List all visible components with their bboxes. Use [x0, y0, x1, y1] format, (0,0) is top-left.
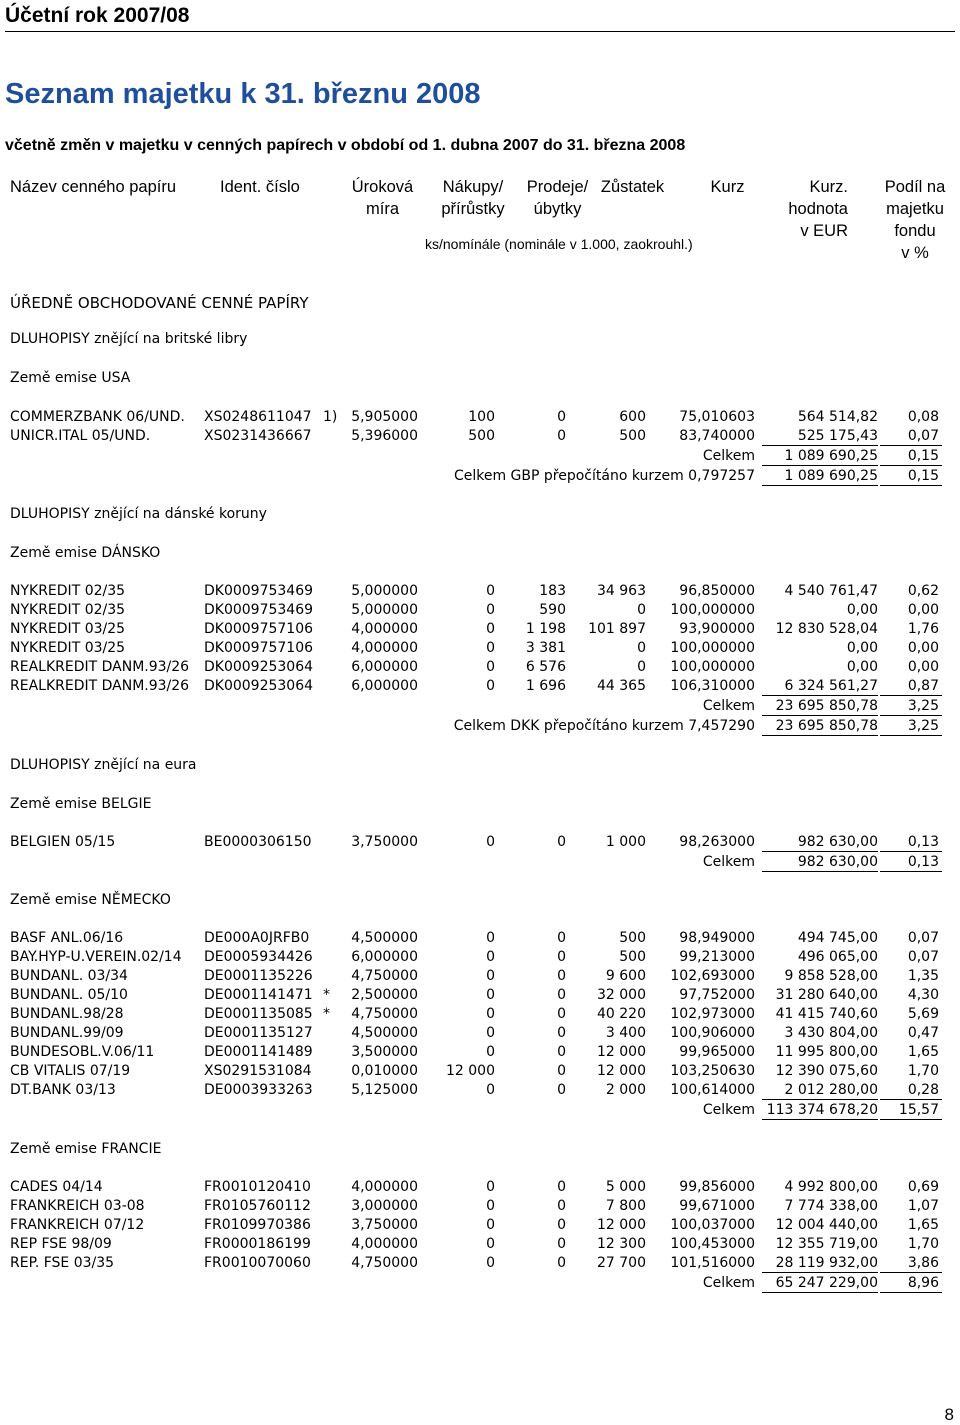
- cell-purchases: 0: [486, 602, 495, 618]
- cell-ident: DK0009253064: [204, 659, 314, 675]
- cell-share: 4,30: [907, 987, 939, 1003]
- cell-rate: 0,010000: [351, 1063, 418, 1079]
- cell-sales: 0: [557, 1217, 566, 1233]
- cell-price: 75,010603: [679, 409, 755, 425]
- cell-purchases: 0: [486, 1082, 495, 1098]
- cell-ident: DK0009753469: [204, 583, 314, 599]
- cell-ident: DE0003933263: [204, 1082, 313, 1098]
- cell-share: 1,70: [907, 1236, 939, 1252]
- cell-price: 97,752000: [679, 987, 755, 1003]
- cell-share: 0,07: [880, 427, 942, 446]
- cell-share: 1,35: [907, 968, 939, 984]
- cell-share: 0,28: [880, 1081, 942, 1100]
- cell-balance: 2 000: [605, 1082, 646, 1098]
- total-value: 1 089 690,25: [762, 467, 878, 486]
- cell-share: 0,00: [907, 602, 939, 618]
- total-label: Celkem: [702, 1102, 755, 1118]
- cell-price: 83,740000: [679, 428, 755, 444]
- page-subtitle: včetně změn v majetku v cenných papírech v období od 1. dubna 2007 do 31. března 2008: [5, 137, 686, 154]
- cell-purchases: 0: [486, 621, 495, 637]
- cell-price: 99,965000: [679, 1044, 755, 1060]
- cell-price: 99,671000: [679, 1198, 755, 1214]
- cell-rate: 4,750000: [351, 1006, 418, 1022]
- cell-rate: 3,750000: [351, 1217, 418, 1233]
- total-value: 982 630,00: [762, 853, 878, 872]
- cell-name: BAY.HYP-U.VEREIN.02/14: [10, 949, 182, 965]
- cell-price: 102,973000: [670, 1006, 755, 1022]
- cell-sales: 0: [557, 1179, 566, 1195]
- cell-price: 96,850000: [679, 583, 755, 599]
- cell-share: 0,08: [907, 409, 939, 425]
- total-share: 0,15: [880, 447, 942, 466]
- units-note: ks/nomínále (nominále v 1.000, zaokrouhl.): [425, 236, 693, 252]
- cell-balance: 1 000: [605, 834, 646, 850]
- total-label: Celkem: [702, 448, 755, 464]
- total-share: 0,15: [880, 467, 942, 486]
- cell-balance: 5 000: [605, 1179, 646, 1195]
- total-value: 113 374 678,20: [762, 1101, 878, 1120]
- cell-share: 0,00: [907, 659, 939, 675]
- cell-sales: 0: [557, 834, 566, 850]
- cell-sales: 0: [557, 1255, 566, 1271]
- cell-sales: 0: [557, 1236, 566, 1252]
- cell-purchases: 0: [486, 930, 495, 946]
- total-label: Celkem: [702, 854, 755, 870]
- cell-price: 99,213000: [679, 949, 755, 965]
- cell-ident: DK0009757106: [204, 621, 314, 637]
- cell-share: 1,76: [907, 621, 939, 637]
- cell-rate: 2,500000: [351, 987, 418, 1003]
- cell-value: 31 280 640,00: [775, 987, 878, 1003]
- cell-purchases: 0: [486, 678, 495, 694]
- col-header-value: Kurz. hodnota v EUR: [788, 178, 848, 240]
- col-header-name: Název cenného papíru: [10, 178, 177, 196]
- cell-ident: XS0291531084: [204, 1063, 312, 1079]
- cell-price: 98,949000: [679, 930, 755, 946]
- cell-balance: 500: [619, 949, 646, 965]
- cell-purchases: 0: [486, 834, 495, 850]
- cell-purchases: 500: [468, 428, 495, 444]
- cell-rate: 5,000000: [351, 602, 418, 618]
- cell-value: 28 119 932,00: [762, 1254, 878, 1273]
- cell-balance: 0: [637, 602, 646, 618]
- cell-rate: 5,125000: [351, 1082, 418, 1098]
- cell-rate: 4,500000: [351, 930, 418, 946]
- total-label: Celkem GBP přepočítáno kurzem 0,797257: [453, 468, 755, 484]
- cell-purchases: 0: [486, 583, 495, 599]
- cell-share: 0,62: [907, 583, 939, 599]
- cell-name: BUNDANL. 03/34: [10, 968, 128, 984]
- total-share: 0,13: [880, 853, 942, 872]
- cell-price: 103,250630: [670, 1063, 755, 1079]
- col-header-price: Kurz: [710, 178, 745, 196]
- cell-price: 100,000000: [670, 659, 755, 675]
- cell-share: 0,00: [907, 640, 939, 656]
- cell-ident: DK0009757106: [204, 640, 314, 656]
- cell-rate: 6,000000: [351, 678, 418, 694]
- cell-purchases: 0: [486, 1198, 495, 1214]
- total-share: 3,25: [880, 717, 942, 736]
- cell-purchases: 100: [468, 409, 495, 425]
- cell-sales: 0: [557, 1063, 566, 1079]
- cell-value: 0,00: [846, 659, 878, 675]
- cell-value: 7 774 338,00: [784, 1198, 878, 1214]
- cell-balance: 32 000: [597, 987, 646, 1003]
- page-number: 8: [944, 1405, 954, 1424]
- total-share: 3,25: [880, 697, 942, 716]
- section-heading: DLUHOPISY znějící na britské libry: [10, 331, 248, 347]
- cell-ident: FR0000186199: [204, 1236, 311, 1252]
- cell-purchases: 0: [486, 640, 495, 656]
- cell-ident: DK0009753469: [204, 602, 314, 618]
- cell-balance: 44 365: [597, 678, 646, 694]
- col-header-ident: Ident. číslo: [220, 178, 300, 196]
- cell-balance: 500: [619, 930, 646, 946]
- cell-rate: 4,500000: [351, 1025, 418, 1041]
- cell-value: 12 830 528,04: [775, 621, 878, 637]
- cell-purchases: 0: [486, 659, 495, 675]
- cell-balance: 500: [619, 428, 646, 444]
- total-label: Celkem: [702, 1275, 755, 1291]
- cell-sales: 6 576: [525, 659, 566, 675]
- cell-share: 0,87: [880, 677, 942, 696]
- cell-price: 100,906000: [670, 1025, 755, 1041]
- cell-ident: FR0105760112: [204, 1198, 311, 1214]
- cell-purchases: 0: [486, 1217, 495, 1233]
- cell-purchases: 0: [486, 968, 495, 984]
- cell-name: NYKREDIT 03/25: [10, 640, 126, 656]
- cell-name: DT.BANK 03/13: [10, 1082, 116, 1098]
- cell-name: REALKREDIT DANM.93/26: [10, 678, 190, 694]
- cell-value: 12 355 719,00: [775, 1236, 878, 1252]
- cell-value: 496 065,00: [797, 949, 878, 965]
- cell-ident: DE0001135226: [204, 968, 313, 984]
- cell-balance: 101 897: [588, 621, 646, 637]
- cell-purchases: 12 000: [446, 1063, 495, 1079]
- total-value: 1 089 690,25: [762, 447, 878, 466]
- cell-balance: 0: [637, 659, 646, 675]
- cell-value: 41 415 740,60: [775, 1006, 878, 1022]
- cell-share: 3,86: [880, 1254, 942, 1273]
- cell-price: 102,693000: [670, 968, 755, 984]
- cell-name: FRANKREICH 03-08: [10, 1198, 145, 1214]
- cell-balance: 12 000: [597, 1044, 646, 1060]
- cell-rate: 6,000000: [351, 949, 418, 965]
- cell-name: FRANKREICH 07/12: [10, 1217, 145, 1233]
- cell-value: 3 430 804,00: [784, 1025, 878, 1041]
- cell-balance: 34 963: [597, 583, 646, 599]
- section-heading: Země emise BELGIE: [10, 796, 152, 812]
- cell-value: 11 995 800,00: [775, 1044, 878, 1060]
- cell-rate: 3,750000: [351, 834, 418, 850]
- cell-rate: 3,000000: [351, 1198, 418, 1214]
- cell-name: CB VITALIS 07/19: [10, 1063, 131, 1079]
- cell-price: 98,263000: [679, 834, 755, 850]
- section-heading: DLUHOPISY znějící na dánské koruny: [10, 506, 267, 522]
- section-heading: Země emise FRANCIE: [10, 1141, 162, 1157]
- cell-share: 5,69: [907, 1006, 939, 1022]
- col-header-share: Podíl na majetku fondu v %: [884, 178, 946, 262]
- cell-name: CADES 04/14: [10, 1179, 103, 1195]
- cell-sales: 183: [539, 583, 566, 599]
- cell-value: 2 012 280,00: [762, 1081, 878, 1100]
- cell-sales: 0: [557, 1044, 566, 1060]
- cell-purchases: 0: [486, 949, 495, 965]
- cell-ident: DE0001135085: [204, 1006, 313, 1022]
- total-label: Celkem: [702, 698, 755, 714]
- cell-rate: 5,396000: [351, 428, 418, 444]
- section-heading: Země emise USA: [10, 370, 131, 386]
- cell-purchases: 0: [486, 1025, 495, 1041]
- cell-sales: 0: [557, 968, 566, 984]
- cell-ident: DE000A0JRFB0: [204, 930, 310, 946]
- cell-flag: 1): [323, 409, 338, 425]
- cell-name: BUNDANL.99/09: [10, 1025, 124, 1041]
- cell-price: 93,900000: [679, 621, 755, 637]
- total-value: 23 695 850,78: [762, 717, 878, 736]
- cell-name: NYKREDIT 03/25: [10, 621, 126, 637]
- cell-balance: 0: [637, 640, 646, 656]
- cell-share: 0,07: [907, 930, 939, 946]
- cell-price: 100,000000: [670, 640, 755, 656]
- cell-ident: FR0109970386: [204, 1217, 311, 1233]
- cell-purchases: 0: [486, 1236, 495, 1252]
- cell-value: 9 858 528,00: [784, 968, 878, 984]
- page-title: Seznam majetku k 31. březnu 2008: [5, 78, 481, 110]
- cell-rate: 4,750000: [351, 968, 418, 984]
- cell-price: 99,856000: [679, 1179, 755, 1195]
- cell-balance: 12 000: [597, 1217, 646, 1233]
- cell-name: UNICR.ITAL 05/UND.: [10, 428, 151, 444]
- cell-purchases: 0: [486, 1179, 495, 1195]
- cell-name: BELGIEN 05/15: [10, 834, 116, 850]
- cell-balance: 600: [619, 409, 646, 425]
- cell-balance: 40 220: [597, 1006, 646, 1022]
- col-header-purchases: Nákupy/ přírůstky: [441, 178, 505, 218]
- cell-price: 106,310000: [670, 678, 755, 694]
- section-heading: Země emise DÁNSKO: [10, 545, 161, 561]
- cell-name: BUNDANL.98/28: [10, 1006, 124, 1022]
- cell-rate: 6,000000: [351, 659, 418, 675]
- cell-purchases: 0: [486, 1044, 495, 1060]
- cell-price: 100,614000: [670, 1082, 755, 1098]
- cell-name: NYKREDIT 02/35: [10, 583, 126, 599]
- cell-sales: 1 696: [525, 678, 566, 694]
- cell-ident: DE0005934426: [204, 949, 313, 965]
- cell-name: NYKREDIT 02/35: [10, 602, 126, 618]
- cell-ident: FR0010120410: [204, 1179, 311, 1195]
- cell-name: REP FSE 98/09: [10, 1236, 112, 1252]
- cell-sales: 1 198: [525, 621, 566, 637]
- cell-ident: DE0001135127: [204, 1025, 313, 1041]
- cell-balance: 9 600: [605, 968, 646, 984]
- cell-value: 525 175,43: [762, 427, 878, 446]
- cell-sales: 0: [557, 987, 566, 1003]
- cell-rate: 5,000000: [351, 583, 418, 599]
- cell-purchases: 0: [486, 987, 495, 1003]
- cell-ident: BE0000306150: [204, 834, 312, 850]
- cell-rate: 4,000000: [351, 1179, 418, 1195]
- cell-rate: 4,000000: [351, 1236, 418, 1252]
- cell-share: 1,70: [907, 1063, 939, 1079]
- cell-sales: 0: [557, 409, 566, 425]
- cell-price: 100,037000: [670, 1217, 755, 1233]
- total-share: 8,96: [880, 1274, 942, 1293]
- cell-sales: 0: [557, 930, 566, 946]
- cell-sales: 0: [557, 428, 566, 444]
- col-header-balance: Zůstatek: [600, 178, 665, 196]
- cell-sales: 0: [557, 949, 566, 965]
- cell-ident: DE0001141489: [204, 1044, 313, 1060]
- cell-share: 0,07: [907, 949, 939, 965]
- cell-ident: DE0001141471: [204, 987, 313, 1003]
- cell-purchases: 0: [486, 1255, 495, 1271]
- cell-rate: 5,905000: [351, 409, 418, 425]
- cell-name: REP. FSE 03/35: [10, 1255, 115, 1271]
- cell-share: 0,69: [907, 1179, 939, 1195]
- cell-balance: 3 400: [605, 1025, 646, 1041]
- col-header-rate: Úroková míra: [351, 178, 414, 218]
- cell-sales: 0: [557, 1198, 566, 1214]
- cell-balance: 27 700: [597, 1255, 646, 1271]
- cell-balance: 12 300: [597, 1236, 646, 1252]
- cell-rate: 4,750000: [351, 1255, 418, 1271]
- cell-name: BASF ANL.06/16: [10, 930, 124, 946]
- cell-share: 1,65: [907, 1217, 939, 1233]
- fiscal-year-header: Účetní rok 2007/08: [5, 4, 955, 32]
- total-value: 65 247 229,00: [762, 1274, 878, 1293]
- total-value: 23 695 850,78: [762, 697, 878, 716]
- section-heading: DLUHOPISY znějící na eura: [10, 757, 197, 773]
- cell-value: 12 004 440,00: [775, 1217, 878, 1233]
- total-share: 15,57: [880, 1101, 942, 1120]
- cell-value: 0,00: [846, 640, 878, 656]
- cell-sales: 0: [557, 1082, 566, 1098]
- cell-value: 12 390 075,60: [775, 1063, 878, 1079]
- section-heading: Země emise NĚMECKO: [10, 892, 171, 908]
- cell-rate: 4,000000: [351, 640, 418, 656]
- cell-flag: *: [323, 987, 330, 1003]
- cell-price: 100,453000: [670, 1236, 755, 1252]
- cell-purchases: 0: [486, 1006, 495, 1022]
- cell-price: 101,516000: [670, 1255, 755, 1271]
- cell-sales: 590: [539, 602, 566, 618]
- cell-ident: DK0009253064: [204, 678, 314, 694]
- cell-share: 1,07: [907, 1198, 939, 1214]
- cell-flag: *: [323, 1006, 330, 1022]
- cell-price: 100,000000: [670, 602, 755, 618]
- cell-value: 0,00: [846, 602, 878, 618]
- cell-share: 0,47: [907, 1025, 939, 1041]
- cell-ident: XS0231436667: [204, 428, 312, 444]
- cell-ident: FR0010070060: [204, 1255, 311, 1271]
- cell-share: 0,13: [880, 833, 942, 852]
- cell-balance: 12 000: [597, 1063, 646, 1079]
- cell-value: 4 992 800,00: [784, 1179, 878, 1195]
- section-heading: ÚŘEDNĚ OBCHODOVANÉ CENNÉ PAPÍRY: [10, 294, 309, 312]
- col-header-sales: Prodeje/ úbytky: [526, 178, 589, 218]
- cell-ident: XS0248611047: [204, 409, 312, 425]
- cell-sales: 0: [557, 1006, 566, 1022]
- cell-value: 4 540 761,47: [784, 583, 878, 599]
- total-label: Celkem DKK přepočítáno kurzem 7,457290: [453, 718, 755, 734]
- cell-name: REALKREDIT DANM.93/26: [10, 659, 190, 675]
- cell-share: 1,65: [907, 1044, 939, 1060]
- cell-name: BUNDANL. 05/10: [10, 987, 128, 1003]
- cell-value: 494 745,00: [797, 930, 878, 946]
- cell-name: BUNDESOBL.V.06/11: [10, 1044, 155, 1060]
- cell-balance: 7 800: [605, 1198, 646, 1214]
- cell-rate: 3,500000: [351, 1044, 418, 1060]
- cell-sales: 3 381: [525, 640, 566, 656]
- cell-name: COMMERZBANK 06/UND.: [10, 409, 185, 425]
- cell-rate: 4,000000: [351, 621, 418, 637]
- cell-value: 6 324 561,27: [762, 677, 878, 696]
- cell-sales: 0: [557, 1025, 566, 1041]
- cell-value: 564 514,82: [797, 409, 878, 425]
- cell-value: 982 630,00: [762, 833, 878, 852]
